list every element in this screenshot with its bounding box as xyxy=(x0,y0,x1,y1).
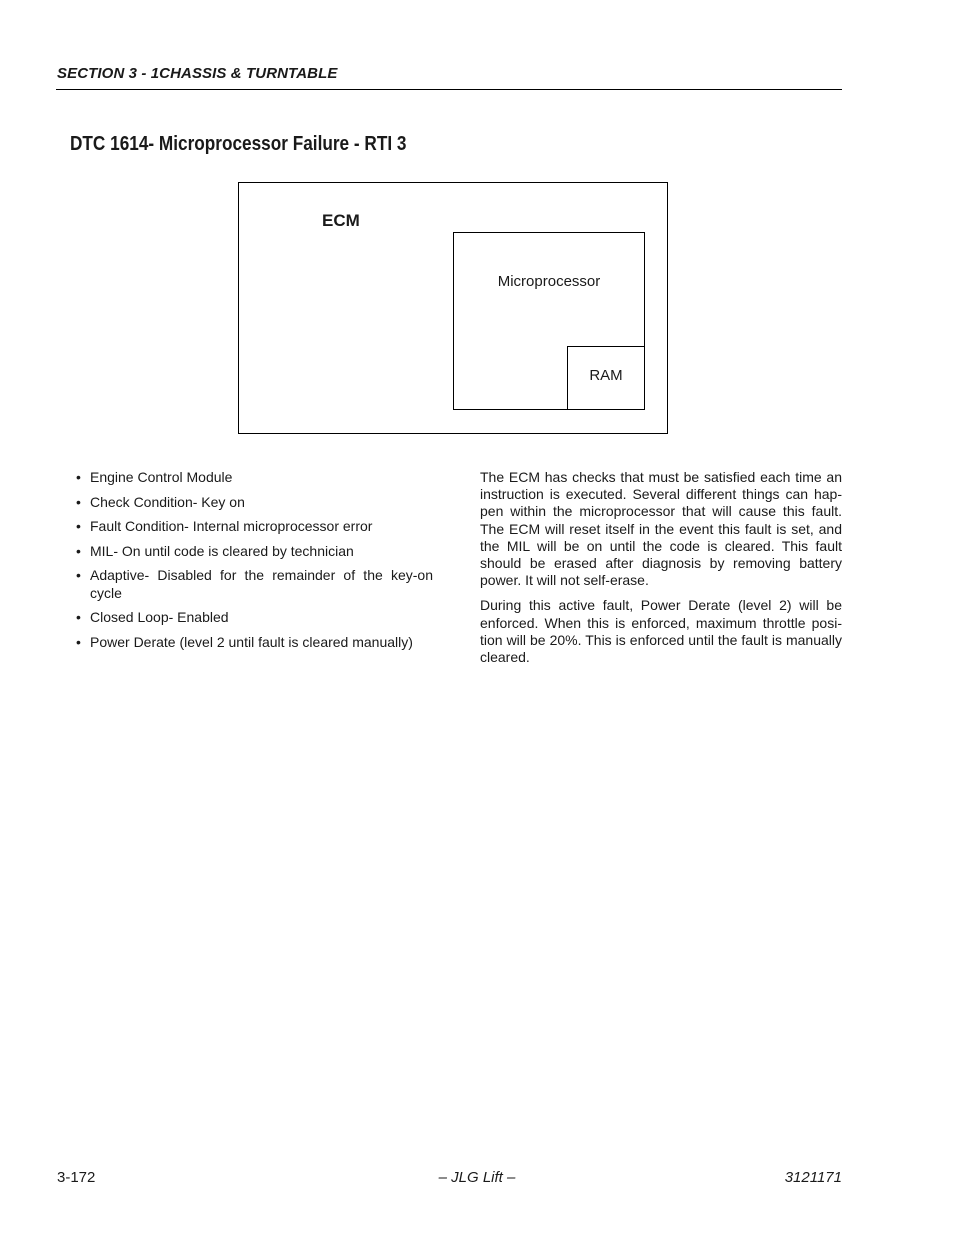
page-title: DTC 1614- Microprocessor Failure - RTI 3 xyxy=(70,133,407,155)
bullet-icon: • xyxy=(76,633,81,650)
bullet-icon: • xyxy=(76,518,81,534)
list-item xyxy=(76,543,433,561)
list-item-text: Fault Condition- Internal microprocessor error xyxy=(90,518,373,534)
description-paragraph: The ECM has checks that must be satisfied each time an instruction is executed. Several different things can hap-pen within the microprocessor that will cause this fault. The ECM will reset itself in the event this fault is set, and the MIL will be on until the code is cleared. This fault should be erased after diagnosis by removing battery power. It will not self-erase. xyxy=(480,469,842,589)
list-item xyxy=(76,634,433,652)
ram-box xyxy=(567,346,645,410)
bullet-icon: • xyxy=(76,567,81,583)
list-item xyxy=(76,494,433,512)
ram-label: RAM xyxy=(589,367,623,384)
list-item-text: Power Derate (level 2 until fault is cleared manually) xyxy=(90,633,413,650)
bullet-icon: • xyxy=(76,542,81,559)
list-item xyxy=(76,567,433,602)
bullet-icon: • xyxy=(76,493,81,510)
footer-brand: – JLG Lift – xyxy=(438,1169,516,1186)
list-item-text: Closed Loop- Enabled xyxy=(90,609,229,625)
list-item-text: Adaptive- Disabled for the remainder of the key-on cycle xyxy=(90,567,433,601)
list-item xyxy=(76,469,433,487)
condition-list xyxy=(76,469,433,658)
list-item xyxy=(76,518,433,536)
microprocessor-box xyxy=(453,232,645,410)
bullet-icon: • xyxy=(76,609,81,625)
document-number: 3121171 xyxy=(784,1169,842,1186)
description-paragraph: During this active fault, Power Derate (level 2) will be enforced. When this is enforced, maximum throttle posi-tion will be 20%. This is enforced until the fault is manually cleared. xyxy=(480,597,842,666)
list-item-text: MIL- On until code is cleared by technician xyxy=(90,542,354,559)
list-item-text: Check Condition- Key on xyxy=(90,493,245,510)
description-column xyxy=(480,469,842,674)
list-item-text: Engine Control Module xyxy=(90,469,233,485)
ecm-label: ECM xyxy=(322,211,360,230)
header-rule xyxy=(56,89,842,90)
page-number: 3-172 xyxy=(57,1169,96,1186)
section-header: SECTION 3 - 1CHASSIS & TURNTABLE xyxy=(57,65,338,82)
microprocessor-label: Microprocessor xyxy=(497,273,601,290)
list-item xyxy=(76,609,433,627)
bullet-icon: • xyxy=(76,469,81,485)
ecm-diagram xyxy=(238,182,668,434)
